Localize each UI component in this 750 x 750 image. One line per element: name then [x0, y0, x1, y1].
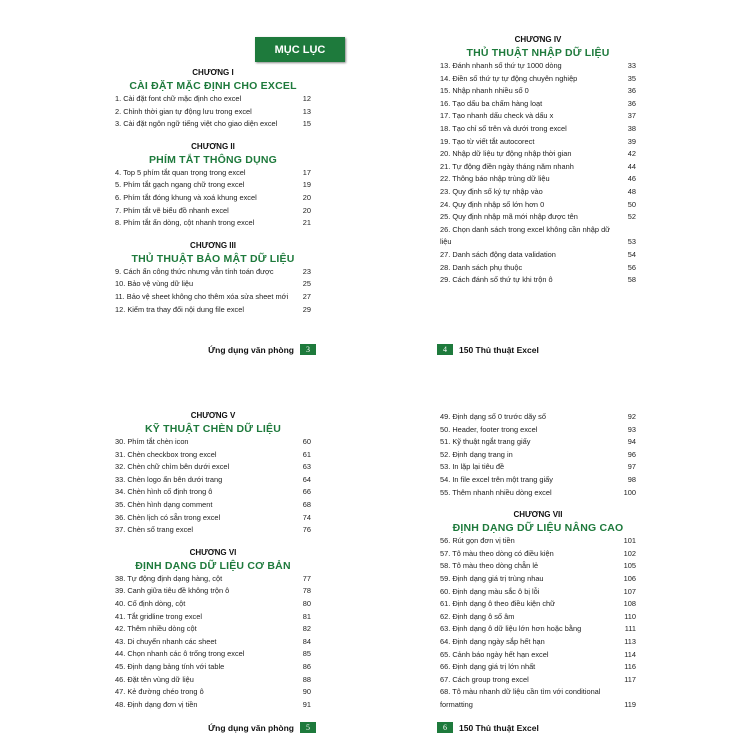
- toc-entry[interactable]: [440, 661, 636, 674]
- toc-entry-page: 82: [302, 624, 311, 634]
- toc-entry-title: 22. Thông báo nhập trùng dữ liệu: [440, 174, 550, 184]
- toc-entry-page: 13: [302, 106, 311, 116]
- toc-entry[interactable]: [115, 205, 311, 218]
- toc-entry-page: 102: [623, 548, 636, 558]
- toc-entry-title: 49. Định dạng số 0 trước dãy số: [440, 412, 546, 421]
- chapter-title: PHÍM TẮT THÔNG DỤNG: [148, 153, 278, 166]
- toc-entry-title: 2. Chỉnh thời gian tự động lưu trong excel: [115, 106, 252, 116]
- toc-entry[interactable]: [440, 623, 636, 636]
- toc-entry[interactable]: [115, 585, 311, 598]
- toc-entry-page: 42: [627, 149, 636, 159]
- toc-entry[interactable]: [115, 106, 311, 119]
- toc-entry-page: 39: [627, 136, 636, 146]
- page-number: 3: [300, 344, 316, 355]
- toc-entry-page: 52: [627, 212, 636, 222]
- toc-entry-title: 19. Tạo từ viết tắt autocorect: [440, 136, 535, 146]
- toc-entry[interactable]: [440, 586, 636, 599]
- toc-entry-page: 21: [302, 218, 311, 228]
- chapter-label: CHƯƠNG VI: [189, 547, 237, 557]
- toc-entry[interactable]: [440, 598, 636, 611]
- toc-entry-page: 56: [627, 262, 636, 272]
- toc-entry-title: 1. Cài đặt font chữ mặc định cho excel: [115, 94, 242, 103]
- toc-entry[interactable]: [115, 486, 311, 499]
- toc-entry-page: 90: [302, 687, 311, 697]
- toc-entry-title: 32. Chèn chữ chìm bên dưới excel: [115, 462, 230, 472]
- toc-entry-title: 65. Cảnh báo ngày hết hạn excel: [440, 649, 549, 659]
- page-number: 5: [300, 722, 316, 733]
- toc-entry-title: 55. Thêm nhanh nhiều dòng excel: [440, 487, 552, 497]
- toc-entry-title: 61. Định dạng ô theo điều kiện chữ: [440, 599, 556, 609]
- toc-entry[interactable]: [440, 274, 636, 287]
- toc-entry[interactable]: [115, 661, 311, 674]
- toc-entry-title: 15. Nhập nhanh nhiều số 0: [440, 86, 529, 96]
- toc-entry-title: 56. Rút gọn đơn vị tiền: [440, 536, 515, 546]
- page-6-contents: [440, 411, 636, 711]
- footer-title: 150 Thủ thuật Excel: [459, 344, 539, 355]
- toc-entry[interactable]: [440, 211, 636, 224]
- chapter-title: ĐỊNH DẠNG DỮ LIỆU CƠ BẢN: [135, 559, 291, 572]
- toc-entry[interactable]: [440, 136, 636, 149]
- toc-entry[interactable]: [440, 674, 636, 687]
- toc-entry-page: 81: [302, 611, 311, 621]
- chapter-title: KỸ THUẬT CHÈN DỮ LIỆU: [145, 423, 281, 435]
- toc-entry-page: 61: [302, 449, 311, 459]
- toc-entry-page: 20: [302, 205, 311, 215]
- toc-entry[interactable]: [440, 611, 636, 624]
- toc-entry-title: 17. Tạo nhanh dấu check và dấu x: [440, 111, 554, 121]
- chapter-label: CHƯƠNG IV: [514, 35, 562, 44]
- toc-entry-page: 80: [302, 598, 311, 608]
- toc-entry-page: 96: [627, 449, 636, 459]
- toc-entry-title: 7. Phím tắt vẽ biểu đồ nhanh excel: [115, 205, 229, 215]
- toc-entry-page: 38: [627, 123, 636, 133]
- toc-entry-title: 27. Danh sách động data validation: [440, 249, 556, 259]
- toc-entry-page: 33: [627, 61, 636, 70]
- toc-entry-page: 101: [623, 536, 636, 546]
- toc-entry[interactable]: [440, 649, 636, 662]
- toc-entry-title: 58. Tô màu theo dòng chẵn lẻ: [440, 561, 539, 571]
- toc-entry[interactable]: [115, 304, 311, 317]
- toc-entry-page: 86: [302, 661, 311, 671]
- toc-entry-page: 78: [302, 586, 311, 596]
- toc-entry[interactable]: [115, 699, 311, 712]
- toc-entry-page: 23: [302, 266, 311, 276]
- toc-entry-title: 3. Cài đặt ngôn ngữ tiếng việt cho giao diện excel: [115, 119, 278, 129]
- toc-entry-title: 33. Chèn logo ẩn bên dưới trang: [115, 474, 223, 484]
- toc-entry-title: 63. Định dạng ô dữ liệu lớn hơn hoặc bằng: [440, 624, 582, 634]
- toc-entry[interactable]: [115, 118, 311, 131]
- toc-entry-page: 15: [302, 119, 311, 129]
- chapter-label: CHƯƠNG II: [191, 141, 235, 151]
- toc-entry-page: 37: [627, 111, 636, 121]
- toc-entry-title: 54. In file excel trên một trang giấy: [440, 474, 553, 484]
- toc-entry-page: 12: [302, 94, 311, 103]
- chapter-label: CHƯƠNG VII: [513, 510, 563, 520]
- toc-entry[interactable]: [115, 93, 311, 106]
- toc-entry-page: 60: [302, 437, 311, 446]
- toc-entry-title: 60. Định dạng màu sắc ô bị lỗi: [440, 586, 540, 596]
- toc-entry-title: 39. Canh giữa tiêu đề không trộn ô: [115, 586, 230, 596]
- toc-entry[interactable]: [115, 474, 311, 487]
- toc-entry[interactable]: [440, 535, 636, 548]
- toc-entry[interactable]: [440, 474, 636, 487]
- toc-entry[interactable]: [440, 560, 636, 573]
- toc-entry-title: 31. Chèn checkbox trong excel: [115, 449, 217, 459]
- chapter-title: THỦ THUẬT NHẬP DỮ LIỆU: [466, 47, 610, 59]
- toc-entry-page: 88: [302, 674, 311, 684]
- toc-entry-title: 21. Tự động điền ngày tháng năm nhanh: [440, 161, 574, 171]
- toc-entry[interactable]: [115, 436, 311, 449]
- toc-entry-title: 18. Tạo chỉ số trên và dưới trong excel: [440, 123, 567, 133]
- toc-entry-title: 23. Quy định số ký tự nhập vào: [440, 186, 543, 196]
- toc-entry-title: 25. Quy định nhập mã mới nhập được tên: [440, 212, 578, 222]
- toc-entry-title: 50. Header, footer trong excel: [440, 424, 538, 434]
- toc-entry-page: 105: [623, 561, 636, 571]
- toc-entry-page: 116: [624, 662, 636, 672]
- toc-entry-title: 59. Định dạng giá trị trùng nhau: [440, 573, 544, 583]
- toc-entry-title: 37. Chèn số trang excel: [115, 525, 194, 535]
- toc-entry-title: 11. Bảo vệ sheet không cho thêm xóa sửa sheet mới: [115, 291, 289, 301]
- chapter-label: CHƯƠNG III: [190, 240, 236, 250]
- toc-entry-title: 36. Chèn lịch có sẵn trong excel: [115, 512, 221, 522]
- toc-entry-page: 58: [627, 275, 636, 285]
- toc-entry[interactable]: [440, 636, 636, 649]
- toc-entry[interactable]: [440, 148, 636, 161]
- page-4-contents: [440, 34, 636, 287]
- toc-entry-page: 98: [627, 474, 636, 484]
- toc-entry[interactable]: [115, 648, 311, 661]
- toc-entry-page: 84: [302, 636, 311, 646]
- toc-entry[interactable]: [440, 461, 636, 474]
- toc-entry-title: 12. Kiểm tra thay đổi nội dung file excel: [115, 304, 245, 314]
- toc-entry-title: 68. Tô màu nhanh dữ liệu cần tìm với conditional formatting: [440, 687, 601, 709]
- toc-entry[interactable]: [440, 161, 636, 174]
- toc-entry-title: 38. Tự động định dạng hàng, cột: [115, 573, 223, 583]
- toc-entry-page: 64: [302, 474, 311, 484]
- toc-entry[interactable]: [115, 449, 311, 462]
- toc-entry-page: 25: [302, 279, 311, 289]
- toc-entry-title: 43. Di chuyển nhanh các sheet: [115, 636, 217, 646]
- toc-entry-title: 35. Chèn hình dạng comment: [115, 499, 213, 509]
- toc-entry[interactable]: [115, 524, 311, 537]
- toc-entry[interactable]: [440, 60, 636, 73]
- toc-entry-title: 6. Phím tắt đóng khung và xoá khung excel: [115, 192, 257, 202]
- toc-entry[interactable]: [115, 598, 311, 611]
- toc-entry-title: 29. Cách đánh số thứ tự khi trộn ô: [440, 275, 553, 285]
- toc-entry-page: 74: [302, 512, 311, 522]
- page-4-footer: [437, 344, 539, 355]
- toc-entry-page: 117: [624, 674, 636, 684]
- toc-entry-page: 91: [302, 699, 311, 709]
- toc-entry[interactable]: [115, 266, 311, 279]
- toc-entry[interactable]: [115, 674, 311, 687]
- toc-entry-page: 108: [623, 599, 636, 609]
- toc-entry-page: 27: [302, 291, 311, 301]
- toc-entry-title: 62. Định dạng ô số âm: [440, 611, 515, 621]
- page-3-contents: [115, 67, 311, 316]
- toc-entry-title: 45. Định dạng bảng tính với table: [115, 661, 225, 671]
- toc-entry[interactable]: [440, 249, 636, 262]
- toc-entry-title: 48. Định dạng đơn vị tiền: [115, 699, 198, 709]
- toc-entry-page: 77: [302, 573, 311, 583]
- toc-entry-title: 16. Tạo dấu ba chấm hàng loạt: [440, 98, 543, 108]
- toc-heading: MỤC LỤC: [255, 37, 345, 62]
- toc-entry[interactable]: [115, 686, 311, 699]
- toc-entry-page: 92: [627, 412, 636, 421]
- toc-entry[interactable]: [440, 224, 636, 249]
- toc-entry-page: 63: [302, 462, 311, 472]
- toc-entry-page: 114: [624, 649, 636, 659]
- toc-entry-page: 107: [623, 586, 636, 596]
- toc-entry-page: 17: [302, 167, 311, 177]
- toc-entry[interactable]: [440, 548, 636, 561]
- toc-entry-page: 29: [302, 304, 311, 314]
- toc-entry-page: 46: [627, 174, 636, 184]
- toc-entry-title: 64. Định dạng ngày sắp hết hạn: [440, 636, 545, 646]
- toc-entry[interactable]: [440, 487, 636, 500]
- toc-entry-title: 52. Định dạng trang in: [440, 449, 513, 459]
- toc-entry[interactable]: [115, 611, 311, 624]
- toc-entry-title: 24. Quy định nhập số lớn hơn 0: [440, 199, 545, 209]
- page-3-footer: [208, 344, 316, 355]
- toc-entry[interactable]: [115, 278, 311, 291]
- toc-entry-title: 14. Điền số thứ tự tự động chuyên nghiệp: [440, 73, 578, 83]
- toc-entry-page: 113: [624, 636, 636, 646]
- toc-entry-page: 48: [627, 186, 636, 196]
- toc-entry-page: 53: [627, 237, 636, 247]
- toc-entry-page: 94: [627, 437, 636, 447]
- toc-entry-page: 68: [302, 499, 311, 509]
- toc-entry-title: 5. Phím tắt gạch ngang chữ trong excel: [115, 180, 245, 190]
- toc-entry[interactable]: [440, 186, 636, 199]
- toc-entry[interactable]: [440, 449, 636, 462]
- toc-entry-page: 100: [623, 487, 636, 497]
- toc-entry-title: 20. Nhập dữ liệu tự động nhập thời gian: [440, 149, 572, 159]
- chapter-title: THỦ THUẬT BẢO MẬT DỮ LIỆU: [131, 252, 295, 265]
- toc-entry[interactable]: [440, 436, 636, 449]
- toc-entry-title: 67. Cách group trong excel: [440, 674, 529, 684]
- toc-entry-title: 66. Định dạng giá trị lớn nhất: [440, 662, 536, 672]
- toc-entry-title: 57. Tô màu theo dòng có điều kiện: [440, 548, 554, 558]
- toc-entry-title: 51. Kỹ thuật ngắt trang giấy: [440, 437, 531, 447]
- toc-entry[interactable]: [440, 110, 636, 123]
- toc-entry[interactable]: [440, 73, 636, 86]
- footer-title: Ứng dụng văn phòng: [208, 344, 294, 355]
- toc-entry-page: 93: [627, 424, 636, 434]
- toc-entry-title: 41. Tắt gridline trong excel: [115, 611, 202, 621]
- page-5-footer: [208, 722, 316, 733]
- toc-entry[interactable]: [440, 686, 636, 711]
- toc-entry-page: 44: [627, 161, 636, 171]
- toc-entry-title: 26. Chọn danh sách trong excel không cần nhập dữ liệu: [440, 224, 611, 247]
- toc-entry[interactable]: [440, 98, 636, 111]
- toc-entry[interactable]: [440, 123, 636, 136]
- toc-entry[interactable]: [440, 173, 636, 186]
- page-6-footer: [437, 722, 539, 733]
- page-5-contents: [115, 410, 311, 711]
- toc-entry[interactable]: [440, 262, 636, 275]
- footer-title: Ứng dụng văn phòng: [208, 722, 294, 733]
- toc-entry[interactable]: [115, 217, 311, 230]
- toc-entry[interactable]: [115, 179, 311, 192]
- page-number: 6: [437, 722, 453, 733]
- toc-entry-page: 19: [302, 180, 311, 190]
- toc-entry-title: 40. Cố định dòng, cột: [115, 598, 186, 608]
- toc-entry-page: 54: [627, 249, 636, 259]
- toc-entry[interactable]: [115, 573, 311, 586]
- chapter-label: CHƯƠNG V: [190, 411, 236, 420]
- toc-entry-page: 119: [624, 699, 636, 709]
- toc-entry-title: 8. Phím tắt ẩn dòng, cột nhanh trong excel: [115, 218, 255, 228]
- toc-entry-title: 4. Top 5 phím tắt quan trọng trong excel: [115, 167, 246, 177]
- toc-entry[interactable]: [115, 192, 311, 205]
- toc-entry-title: 9. Cách ẩn công thức nhưng vẫn tính toán được: [115, 266, 274, 276]
- toc-entry-title: 13. Đánh nhanh số thứ tự 1000 dòng: [440, 61, 562, 70]
- toc-entry-title: 30. Phím tắt chèn icon: [115, 437, 189, 446]
- chapter-label: CHƯƠNG I: [192, 68, 234, 77]
- toc-entry-title: 34. Chèn hình cố định trong ô: [115, 487, 213, 497]
- toc-entry-title: 46. Đặt tên vùng dữ liệu: [115, 674, 194, 684]
- toc-entry-page: 106: [623, 573, 636, 583]
- toc-entry-page: 111: [624, 624, 636, 634]
- toc-entry[interactable]: [440, 85, 636, 98]
- toc-entry[interactable]: [115, 461, 311, 474]
- toc-entry-page: 36: [627, 86, 636, 96]
- toc-entry[interactable]: [115, 636, 311, 649]
- page-number: 4: [437, 344, 453, 355]
- chapter-title: ĐỊNH DẠNG DỮ LIỆU NÂNG CAO: [452, 522, 624, 535]
- toc-entry[interactable]: [440, 199, 636, 212]
- toc-entry-title: 42. Thêm nhiều dòng cột: [115, 624, 197, 634]
- toc-entry[interactable]: [115, 291, 311, 304]
- toc-entry[interactable]: [440, 424, 636, 437]
- toc-entry-page: 85: [302, 649, 311, 659]
- toc-entry-title: 47. Kẻ đường chéo trong ô: [115, 687, 204, 697]
- chapter-title: CÀI ĐẶT MẶC ĐỊNH CHO EXCEL: [129, 80, 297, 92]
- toc-entry[interactable]: [115, 499, 311, 512]
- toc-entry-page: 76: [302, 525, 311, 535]
- toc-entry-page: 20: [302, 192, 311, 202]
- toc-entry[interactable]: [440, 411, 636, 424]
- footer-title: 150 Thủ thuật Excel: [459, 722, 539, 733]
- toc-entry[interactable]: [115, 623, 311, 636]
- toc-entry-page: 35: [627, 73, 636, 83]
- toc-entry-title: 44. Chọn nhanh các ô trống trong excel: [115, 649, 245, 659]
- toc-entry[interactable]: [440, 573, 636, 586]
- toc-entry-title: 10. Bảo vệ vùng dữ liệu: [115, 279, 194, 289]
- toc-entry-page: 50: [627, 199, 636, 209]
- toc-entry-page: 36: [627, 98, 636, 108]
- toc-entry[interactable]: [115, 167, 311, 180]
- toc-entry-page: 97: [627, 462, 636, 472]
- toc-entry[interactable]: [115, 512, 311, 525]
- toc-entry-title: 53. In lặp lại tiêu đề: [440, 462, 505, 472]
- toc-entry-title: 28. Danh sách phụ thuộc: [440, 262, 523, 272]
- toc-entry-page: 110: [624, 611, 636, 621]
- toc-entry-page: 66: [302, 487, 311, 497]
